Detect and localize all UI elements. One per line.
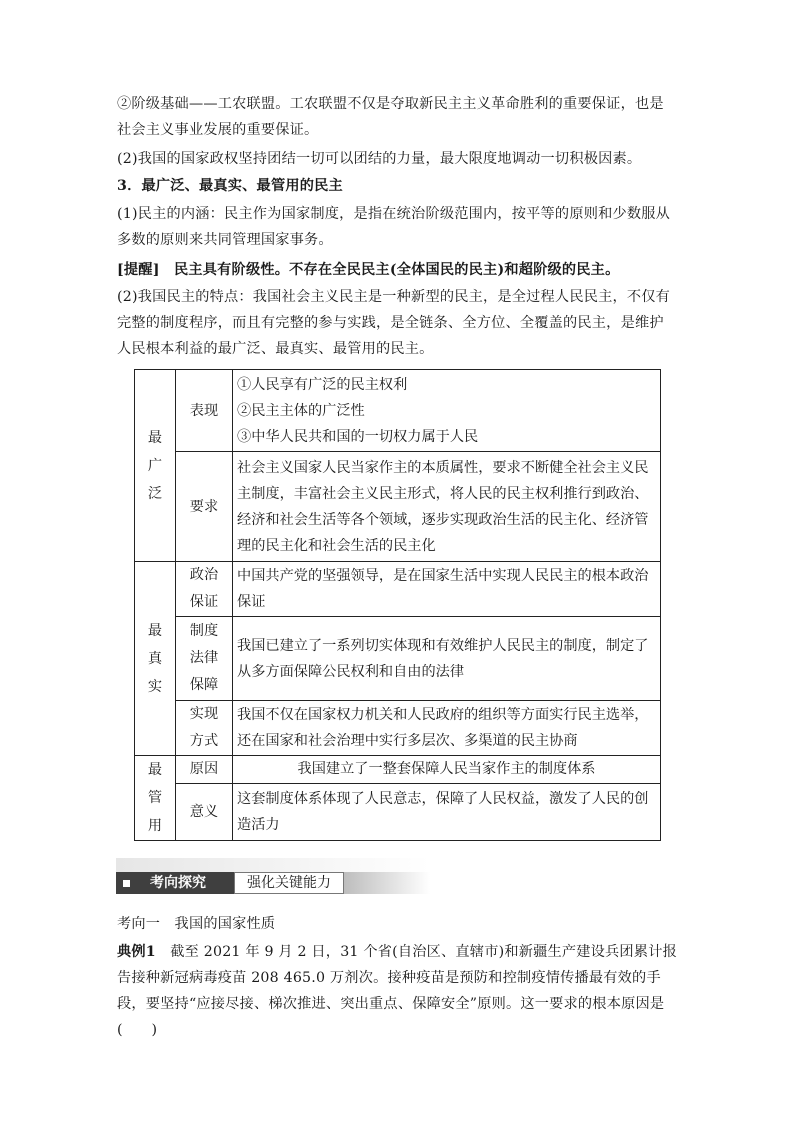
section-banner <box>116 872 430 894</box>
paragraph-class-basis: ②阶级基础——工农联盟。工农联盟不仅是夺取新民主主义革命胜利的重要保证，也是社会主义事业发展的重要保证。 <box>117 96 664 138</box>
table-row <box>135 617 661 701</box>
table-row <box>135 452 661 562</box>
banner-subtitle: 强化关键能力 <box>234 872 344 894</box>
square-bullet-icon <box>123 880 130 887</box>
list-item: ①人民享有广泛的民主权利 <box>237 376 408 393</box>
category-cell: 最真实 <box>135 562 176 756</box>
list-item: ③中华人民共和国的一切权力属于人民 <box>237 428 479 445</box>
tip-text: 民主具有阶级性。不存在全民民主(全体国民的民主)和超阶级的民主。 <box>174 262 620 278</box>
content-cell: 我国建立了一整套保障人民当家作主的制度体系 <box>233 756 661 784</box>
content-cell: 中国共产党的坚强领导，是在国家生活中实现人民民主的根本政治保证 <box>233 562 661 617</box>
category-cell: 最广泛 <box>135 370 176 562</box>
subcategory-cell: 实现方式 <box>176 701 233 756</box>
section-heading-3: 3．最广泛、最真实、最管用的民主 <box>117 178 343 194</box>
paragraph-democracy-meaning: (1)民主的内涵：民主作为国家制度，是指在统治阶级范围内，按平等的原则和少数服从多数的原则来共同管理国家事务。 <box>117 206 671 248</box>
content-cell <box>233 370 661 452</box>
example-paragraph <box>117 939 677 1043</box>
tip-label: [提醒] <box>117 262 160 278</box>
example-label: 典例1 <box>117 944 156 960</box>
paragraph-democracy-features: (2)我国民主的特点：我国社会主义民主是一种新型的民主，是全过程人民民主，不仅有完整的制度程序，而且有完整的参与实践，是全链条、全方位、全覆盖的民主，是维护人民根本利益的最广泛、最真实、最管用的民主。 <box>117 289 671 357</box>
content-cell: 这套制度体系体现了人民意志，保障了人民权益，激发了人民的创造活力 <box>233 783 661 840</box>
table-row <box>135 562 661 617</box>
table-row <box>135 701 661 756</box>
banner-fade <box>344 872 430 894</box>
list-item: ②民主主体的广泛性 <box>237 402 365 419</box>
tip-paragraph <box>117 257 677 283</box>
subcategory-cell: 表现 <box>176 370 233 452</box>
table-row <box>135 370 661 452</box>
content-cell: 我国已建立了一系列切实体现和有效维护人民民主的制度，制定了从多方面保障公民权利和自由的法律 <box>233 617 661 701</box>
table-row <box>135 783 661 840</box>
content-cell: 社会主义国家人民当家作主的本质属性，要求不断健全社会主义民主制度，丰富社会主义民主形式，将人民的民主权利推行到政治、经济和社会生活等各个领域，逐步实现政治生活的民主化、经济管理的民主化和社会生活的民主化 <box>233 452 661 562</box>
subcategory-cell: 制度法律保障 <box>176 617 233 701</box>
subcategory-cell: 要求 <box>176 452 233 562</box>
table-row <box>135 756 661 784</box>
subcategory-cell: 意义 <box>176 783 233 840</box>
subcategory-cell: 政治保证 <box>176 562 233 617</box>
banner-shade <box>116 858 430 872</box>
example-text: 截至 2021 年 9 月 2 日，31 个省(自治区、直辖市)和新疆生产建设兵团累计报告接种新冠病毒疫苗 208 465.0 万剂次。接种疫苗是预防和控制疫情传播最有效的手段，要坚持“应接尽接、梯次推进、突出重点、保障安全”原则。这一要求的根本原因是( ) <box>117 944 677 1038</box>
subsection-heading: 考向一 我国的国家性质 <box>117 916 276 932</box>
category-cell: 最管用 <box>135 756 176 841</box>
subcategory-cell: 原因 <box>176 756 233 784</box>
content-cell: 我国不仅在国家权力机关和人民政府的组织等方面实行民主选举，还在国家和社会治理中实行多层次、多渠道的民主协商 <box>233 701 661 756</box>
banner-title: 考向探究 <box>116 872 234 894</box>
paragraph-unite-forces: (2)我国的国家政权坚持团结一切可以团结的力量，最大限度地调动一切积极因素。 <box>117 151 642 167</box>
democracy-table <box>134 369 661 841</box>
